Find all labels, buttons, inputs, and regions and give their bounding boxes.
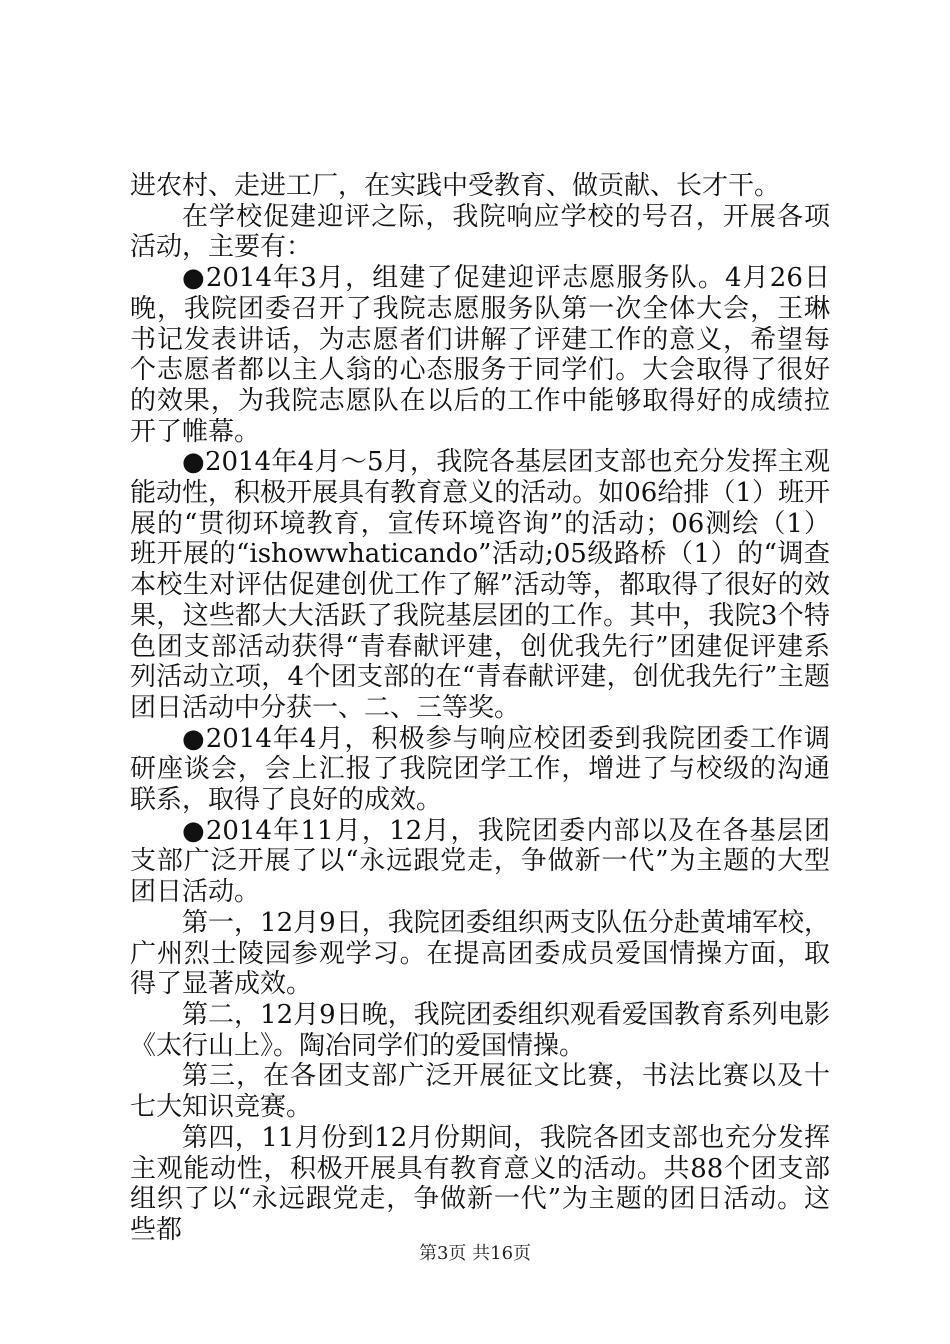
- paragraph-item-second: 第二，12月9日晚，我院团委组织观看爱国教育系列电影《太行山上》。陶冶同学们的爱国情操。: [130, 999, 830, 1061]
- document-body: [130, 171, 830, 1246]
- paragraph-intro: 在学校促建迎评之际，我院响应学校的号召，开展各项活动，主要有：: [130, 201, 830, 263]
- paragraph-bullet-theme-day: ●2014年11月，12月，我院团委内部以及在各基层团支部广泛开展了以“永远跟党走，争做新一代”为主题的大型团日活动。: [130, 815, 830, 908]
- paragraph-continuation: 进农村、走进工厂，在实践中受教育、做贡献、长才干。: [130, 171, 781, 201]
- paragraph-bullet-branch-activities: ●2014年4月～5月，我院各基层团支部也充分发挥主观能动性，积极开展具有教育意义的活动。如06给排（1）班开展的“贯彻环境教育，宣传环境咨询”的活动；06测绘（1）班开展的“ishowwhaticando”活动;05级路桥（1）的“调查本校生对评估促建创优工作了解”活动等，都取得了很好的效果，这些都大大活跃了我院基层团的工作。其中，我院3个特色团支部活动获得“青春献评建，创优我先行”团建促评建系列活动立项，4个团支部的在“青春献评建，创优我先行”主题团日活动中分获一、二、三等奖。: [130, 447, 830, 723]
- paragraph-item-third: 第三，在各团支部广泛开展征文比赛，书法比赛以及十七大知识竞赛。: [130, 1061, 830, 1123]
- paragraph-item-first: 第一，12月9日，我院团委组织两支队伍分赴黄埔军校，广州烈士陵园参观学习。在提高团委成员爱国情操方面，取得了显著成效。: [130, 907, 830, 1000]
- page-number-footer: 第3页 共16页: [418, 1243, 532, 1264]
- paragraph-bullet-volunteer-team: ●2014年3月，组建了促建迎评志愿服务队。4月26日晚，我院团委召开了我院志愿服务队第一次全体大会，王琳书记发表讲话，为志愿者们讲解了评建工作的意义，希望每个志愿者都以主人翁的心态服务于同学们。大会取得了很好的效果，为我院志愿队在以后的工作中能够取得好的成绩拉开了帷幕。: [130, 263, 830, 447]
- paragraph-bullet-symposium: ●2014年4月，积极参与响应校团委到我院团委工作调研座谈会，会上汇报了我院团学工作，增进了与校级的沟通联系，取得了良好的成效。: [130, 723, 830, 816]
- paragraph-item-fourth: 第四，11月份到12月份期间，我院各团支部也充分发挥主观能动性，积极开展具有教育意义的活动。共88个团支部组织了以“永远跟党走，争做新一代”为主题的团日活动。这些都: [130, 1122, 830, 1245]
